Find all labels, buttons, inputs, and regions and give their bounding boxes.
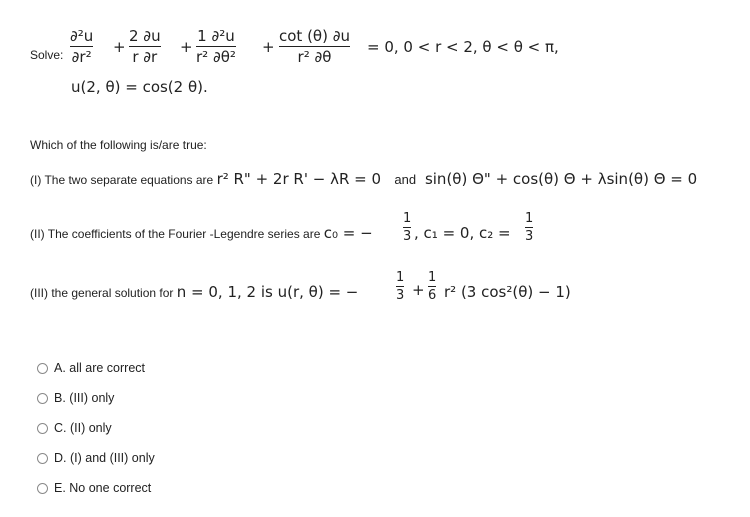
c2-fraction: $\frac{1}{3}$ [525, 211, 534, 244]
option-b[interactable]: B. (III) only [37, 391, 114, 405]
radio-e[interactable] [37, 483, 48, 494]
option-c[interactable]: C. (II) only [37, 421, 112, 435]
option-a[interactable]: A. all are correct [37, 361, 145, 375]
statement-1: (I) The two separate equations are r² R" + 2r R' − λR = 0 and sin(θ) Θ" + cos(θ) Θ + λsin(θ) Θ = 0 [30, 170, 698, 188]
solution-plus: + [412, 281, 425, 299]
option-e[interactable]: E. No one correct [37, 481, 151, 495]
option-d[interactable]: D. (I) and (III) only [37, 451, 155, 465]
pde-plus-3: + [262, 38, 275, 56]
solution-fraction-1: $\frac{1}{3}$ [396, 270, 405, 303]
boundary-condition: u(2, θ) = cos(2 θ). [71, 78, 208, 96]
question-text: Which of the following is/are true: [30, 138, 207, 152]
statement-2: (II) The coefficients of the Fourier -Legendre series are c₀ = − [30, 224, 373, 242]
radio-d[interactable] [37, 453, 48, 464]
c0-fraction: $\frac{1}{3}$ [403, 211, 412, 244]
pde-term-3: $\frac{\text{1 ∂²u}}{\text{r² ∂θ²}}$ [196, 27, 236, 66]
pde-plus-2: + [180, 38, 193, 56]
pde-term-2: $\frac{2 \partial u}{r \partial r}$ [129, 27, 161, 66]
radio-b[interactable] [37, 393, 48, 404]
c1-c2-text: , c₁ = 0, c₂ = [414, 224, 511, 242]
solve-label: Solve: [30, 48, 64, 62]
statement-3: (III) the general solution for n = 0, 1, 2 is u(r, θ) = − [30, 283, 359, 301]
pde-term-4: $\frac{\cot (\theta) \partial u}{\text{r² ∂θ}}$ [279, 27, 350, 66]
radio-a[interactable] [37, 363, 48, 374]
pde-plus-1: + [113, 38, 126, 56]
solution-fraction-2: $\frac{1}{6}$ [428, 270, 437, 303]
pde-term-1: $\frac{\text{∂²u}}{\text{∂r²}}$ [70, 27, 94, 66]
radio-c[interactable] [37, 423, 48, 434]
pde-tail: = 0, 0 < r < 2, θ < θ < π, [367, 38, 559, 56]
solution-tail: r² (3 cos²(θ) − 1) [444, 283, 571, 301]
